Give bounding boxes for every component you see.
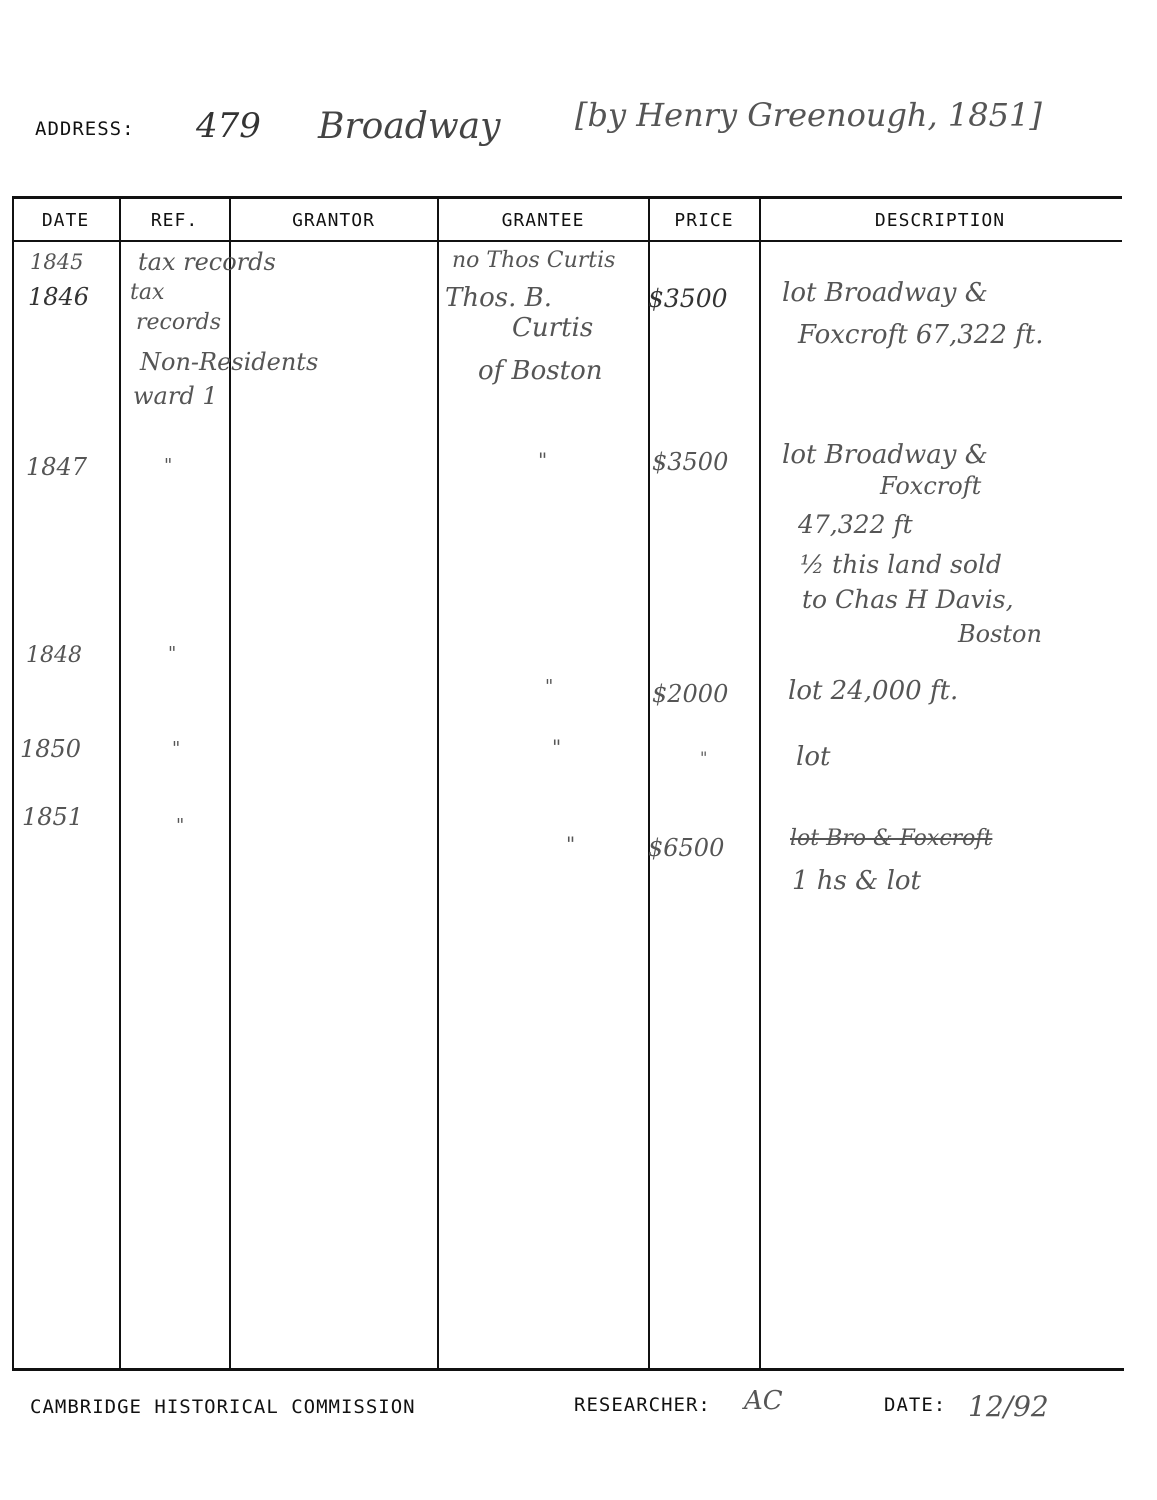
- address-street: Broadway: [318, 106, 501, 147]
- column-header-description: DESCRIPTION: [874, 209, 1006, 231]
- table-row-ref: Non-Residents: [140, 348, 319, 376]
- table-header-rule: [12, 240, 1122, 242]
- table-row-ref: tax: [130, 280, 165, 305]
- table-row-grantee: ": [538, 448, 548, 472]
- table-row-description: 47,322 ft: [798, 510, 913, 539]
- column-header-ref: REF.: [150, 209, 199, 231]
- table-row-price: $3500: [648, 284, 728, 313]
- column-divider: [648, 198, 650, 1370]
- table-row-grantee: no Thos Curtis: [452, 248, 616, 273]
- column-header-price: PRICE: [674, 209, 734, 231]
- table-row-ref: ": [176, 815, 185, 836]
- table-row-description: Foxcroft 67,322 ft.: [798, 320, 1044, 350]
- table-row-grantee: ": [552, 735, 562, 759]
- column-header-grantor: GRANTOR: [292, 209, 375, 231]
- table-row-price: $2000: [652, 680, 729, 708]
- table-row-date: 1850: [20, 735, 82, 763]
- table-row-description: Foxcroft: [880, 472, 982, 500]
- table-row-price: $3500: [652, 448, 729, 476]
- table-row-date: 1851: [22, 803, 84, 831]
- address-label: ADDRESS:: [35, 118, 135, 140]
- table-left-border: [12, 196, 14, 1370]
- table-top-rule: [12, 196, 1122, 199]
- table-row-date: 1846: [28, 283, 90, 311]
- table-row-grantee: Curtis: [512, 313, 594, 343]
- table-row-price: $6500: [648, 834, 725, 862]
- table-row-price: ": [700, 748, 708, 767]
- column-divider: [437, 198, 439, 1370]
- researcher-label: RESEARCHER:: [574, 1394, 711, 1416]
- date-label: DATE:: [884, 1394, 947, 1416]
- table-row-description: lot 24,000 ft.: [788, 676, 959, 706]
- table-row-description: lot: [796, 742, 831, 772]
- table-row-description: Boston: [958, 620, 1042, 648]
- date-value: 12/92: [968, 1390, 1049, 1423]
- table-row-grantee: ": [545, 676, 554, 697]
- table-row-ref: ": [164, 455, 173, 476]
- table-row-ref: records: [136, 310, 221, 335]
- address-note: [by Henry Greenough, 1851]: [575, 96, 1042, 134]
- table-row-description: lot Broadway &: [782, 278, 988, 308]
- table-row-date: 1848: [26, 643, 82, 668]
- column-header-grantee: GRANTEE: [501, 209, 585, 231]
- table-row-grantee: of Boston: [478, 356, 603, 386]
- table-row-ref: ": [172, 738, 181, 759]
- researcher-value: AC: [744, 1386, 783, 1416]
- struck-description: lot Bro & Foxcroft: [790, 826, 993, 851]
- table-row-ref: ": [168, 643, 177, 664]
- column-header-date: DATE: [41, 209, 90, 231]
- table-row-description: ½ this land sold: [800, 550, 1002, 579]
- table-row-description: lot Broadway &: [782, 440, 988, 470]
- table-row-date: 1845: [30, 250, 84, 274]
- table-row-ref: tax records: [138, 248, 276, 276]
- table-row-date: 1847: [26, 453, 88, 481]
- column-divider: [119, 198, 121, 1370]
- organization-label: CAMBRIDGE HISTORICAL COMMISSION: [30, 1396, 416, 1418]
- address-number: 479: [196, 106, 261, 146]
- column-divider: [759, 198, 761, 1370]
- table-row-description: to Chas H Davis,: [802, 585, 1014, 614]
- table-bottom-rule: [12, 1368, 1124, 1371]
- table-row-grantee: Thos. B.: [445, 283, 552, 313]
- table-row-description: 1 hs & lot: [792, 866, 921, 896]
- table-row-grantee: ": [566, 832, 576, 856]
- table-row-ref: ward 1: [133, 382, 218, 410]
